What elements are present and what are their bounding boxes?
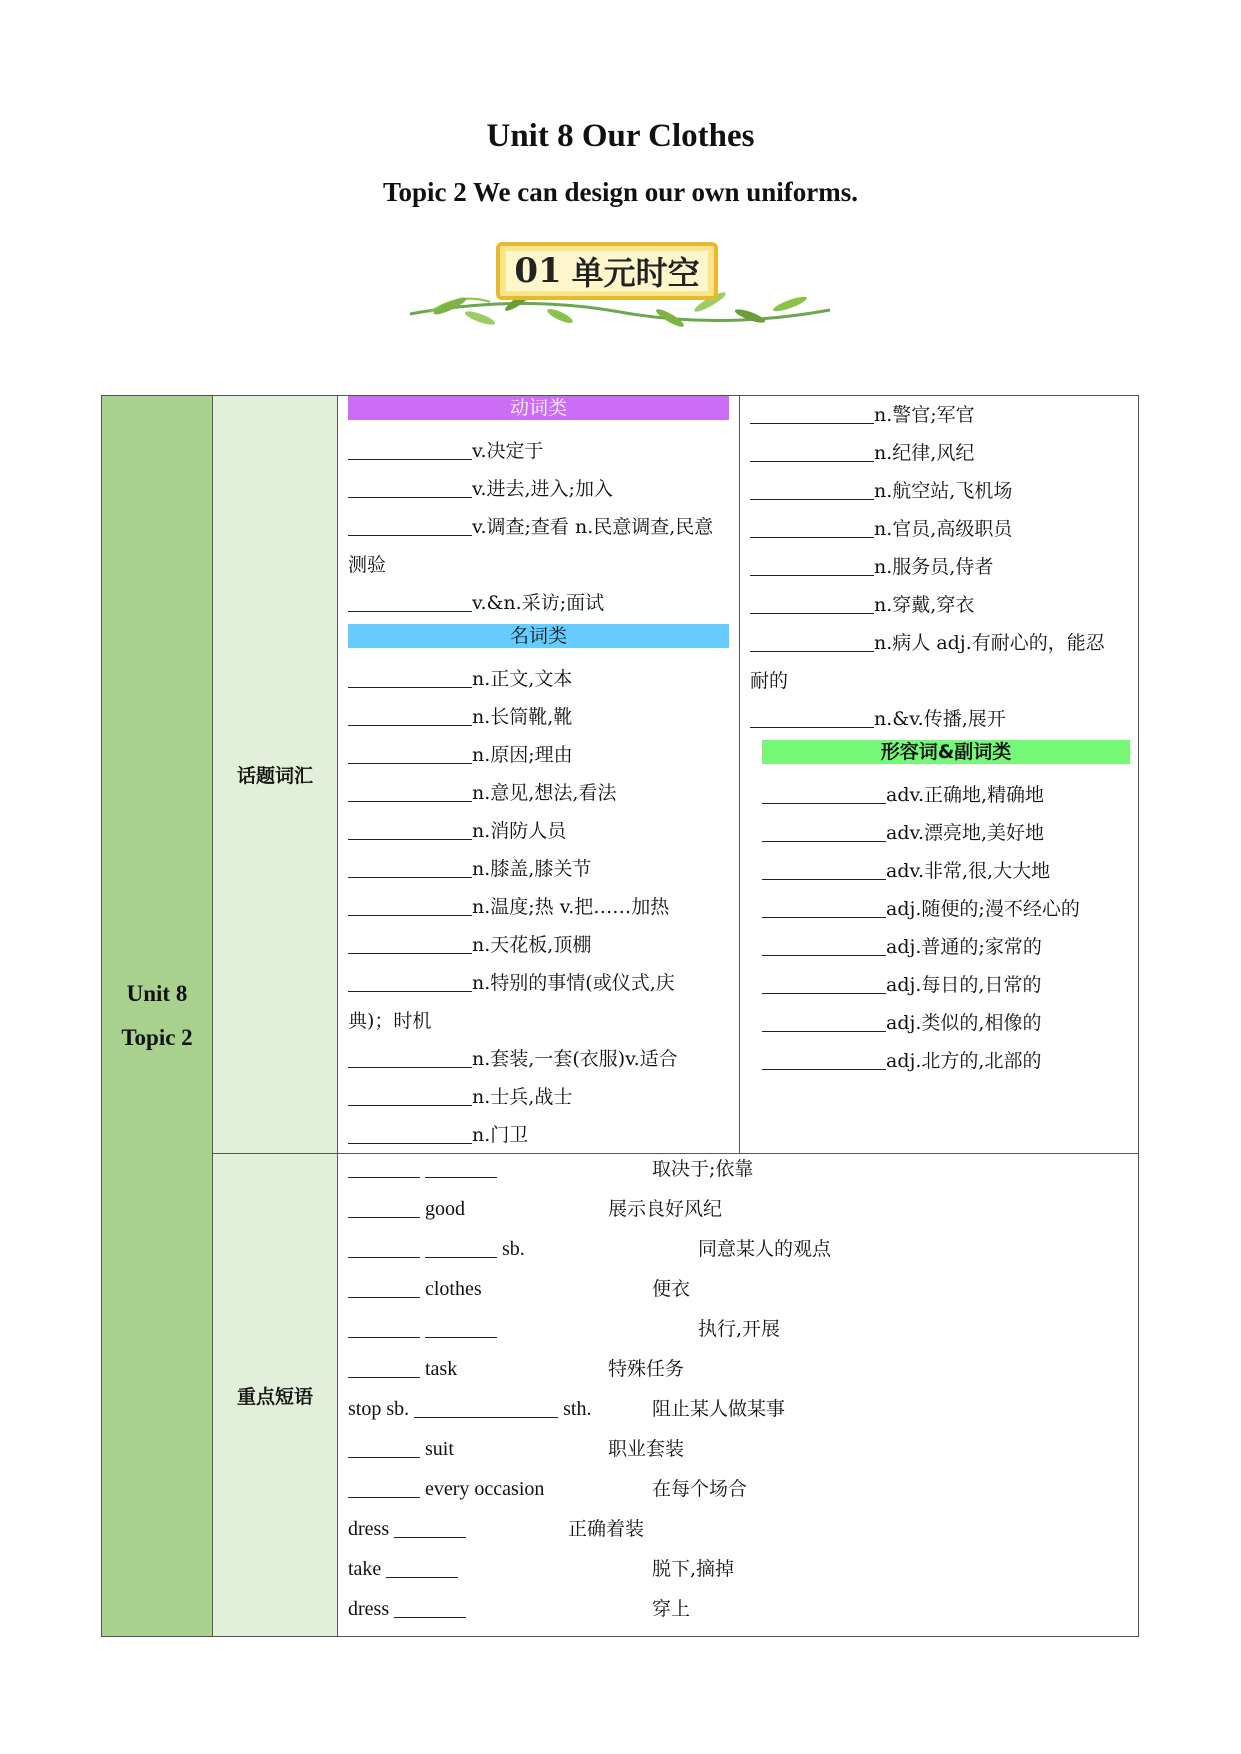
noun-item: n.长筒靴,靴 [348,698,729,736]
vocab-category-label: 话题词汇 [236,765,313,787]
noun-item: n.正文,文本 [348,660,729,698]
phrase-cell [338,1154,1139,1637]
noun-item: n.&v.传播,展开 [750,700,1130,738]
unit-label: Unit 8 [126,981,188,1006]
phrase-chinese: 展示良好风纪 [608,1198,723,1220]
answer-blank[interactable] [750,593,874,614]
answer-blank[interactable] [348,819,472,840]
answer-blank[interactable] [394,1517,466,1538]
noun-item: n.服务员,侍者 [750,548,1130,586]
answer-blank[interactable] [348,1477,420,1498]
answer-blank[interactable] [348,933,472,954]
answer-blank[interactable] [348,1237,420,1258]
noun-item-continued: 耐的 [750,670,789,692]
answer-blank[interactable] [750,441,874,462]
phrase-english: task [348,1354,457,1384]
noun-item: n.消防人员 [348,812,729,850]
phrase-chinese: 便衣 [652,1278,691,1300]
phrase-list [348,1154,1128,1634]
answer-blank[interactable] [750,555,874,576]
phrase-row [348,1434,1128,1474]
answer-blank[interactable] [348,1437,420,1458]
vocab-cell [338,396,1139,1154]
answer-blank[interactable] [348,1157,420,1178]
phrase-chinese: 取决于;依靠 [652,1158,754,1180]
answer-blank[interactable] [762,1049,886,1070]
noun-item: n.天花板,顶棚 [348,926,729,964]
adj-adv-header: 形容词&副词类 [762,740,1130,764]
noun-item: n.特别的事情(或仪式,庆 [348,964,729,1002]
answer-blank[interactable] [348,1123,472,1144]
answer-blank[interactable] [750,631,874,652]
answer-blank[interactable] [386,1557,458,1578]
banner-number: 01 [514,251,562,291]
noun-item: n.纪律,风纪 [750,434,1130,472]
answer-blank[interactable] [762,783,886,804]
phrase-row [348,1314,1128,1354]
answer-blank[interactable] [348,1085,472,1106]
phrase-chinese: 执行,开展 [698,1318,781,1340]
answer-blank[interactable] [348,477,472,498]
noun-item: n.航空站,飞机场 [750,472,1130,510]
verb-item: v.决定于 [348,432,729,470]
phrase-row [348,1274,1128,1314]
answer-blank[interactable] [348,895,472,916]
answer-blank[interactable] [750,517,874,538]
phrase-row [348,1554,1128,1594]
phrase-chinese: 同意某人的观点 [698,1238,832,1260]
answer-blank[interactable] [762,897,886,918]
adj-item: adj.类似的,相像的 [750,1004,1130,1042]
answer-blank[interactable] [348,1357,420,1378]
phrase-english: sb. [348,1234,525,1264]
phrase-row [348,1194,1128,1234]
phrase-chinese: 在每个场合 [652,1478,748,1500]
answer-blank[interactable] [348,705,472,726]
phrase-chinese: 脱下,摘掉 [652,1558,735,1580]
answer-blank[interactable] [425,1157,497,1178]
answer-blank[interactable] [762,859,886,880]
answer-blank[interactable] [762,821,886,842]
answer-blank[interactable] [762,935,886,956]
phrase-row [348,1474,1128,1514]
adj-item: adj.每日的,日常的 [750,966,1130,1004]
verb-header: 动词类 [348,396,729,420]
phrase-chinese: 特殊任务 [608,1358,685,1380]
verb-item: v.进去,进入;加入 [348,470,729,508]
vocab-right-column [740,396,1140,1153]
phrase-english: dress [348,1594,466,1624]
answer-blank[interactable] [348,1277,420,1298]
answer-blank[interactable] [348,743,472,764]
vocab-left-column [338,396,740,1153]
answer-blank[interactable] [348,439,472,460]
banner-badge [496,242,718,300]
phrase-chinese: 穿上 [652,1598,691,1620]
answer-blank[interactable] [425,1237,497,1258]
answer-blank[interactable] [762,1011,886,1032]
vocab-category-cell [213,396,338,1154]
answer-blank[interactable] [348,591,472,612]
phrase-english: stop sb. sth. [348,1398,592,1420]
noun-item: n.意见,想法,看法 [348,774,729,812]
vocab-table [101,395,1139,1637]
phrase-row [348,1154,1128,1194]
answer-blank[interactable] [750,403,874,424]
answer-blank[interactable] [750,707,874,728]
adj-item: adj.北方的,北部的 [750,1042,1130,1080]
phrase-row [348,1594,1128,1634]
adj-item: adj.普通的;家常的 [750,928,1130,966]
answer-blank[interactable] [750,479,874,500]
phrase-english [348,1154,497,1184]
phrase-row [348,1514,1128,1554]
noun-item: n.警官;军官 [750,396,1130,434]
phrase-row [348,1394,1128,1434]
answer-blank[interactable] [414,1397,486,1418]
noun-item: n.套装,一套(衣服)v.适合 [348,1040,729,1078]
phrase-chinese: 职业套装 [608,1438,685,1460]
page-subtitle: Topic 2 We can design our own uniforms. [382,177,859,207]
phrase-row [348,1354,1128,1394]
adj-item: adv.漂亮地,美好地 [750,814,1130,852]
verb-item: v.调查;查看 n.民意调查,民意 [348,508,729,546]
answer-blank[interactable] [348,667,472,688]
topic-label: Topic 2 [121,1025,193,1050]
phrase-english: good [348,1194,470,1224]
noun-item: n.病人 adj.有耐心的，能忍 [750,624,1130,662]
phrase-category-label: 重点短语 [236,1385,313,1408]
page-title: Unit 8 Our Clothes [486,118,755,154]
answer-blank[interactable] [348,781,472,802]
noun-item: n.原因;理由 [348,736,729,774]
phrase-row [348,1234,1128,1274]
unit-cell [102,396,213,1637]
noun-item: n.穿戴,穿衣 [750,586,1130,624]
phrase-chinese: 阻止某人做某事 [652,1398,786,1420]
adj-item: adv.非常,很,大大地 [750,852,1130,890]
noun-item: n.士兵,战士 [348,1078,729,1116]
adj-item: adv.正确地,精确地 [750,776,1130,814]
noun-header: 名词类 [348,624,729,648]
verb-item-continued: 测验 [348,554,387,576]
answer-blank[interactable] [486,1397,558,1418]
answer-blank[interactable] [348,971,472,992]
phrase-english: take [348,1554,458,1584]
answer-blank[interactable] [394,1597,466,1618]
noun-item: n.官员,高级职员 [750,510,1130,548]
phrase-english: clothes [348,1274,482,1304]
answer-blank[interactable] [348,515,472,536]
answer-blank[interactable] [348,1317,420,1338]
answer-blank[interactable] [348,857,472,878]
answer-blank[interactable] [348,1047,472,1068]
noun-item: n.膝盖,膝关节 [348,850,729,888]
section-banner [400,232,840,332]
verb-item: v.&n.采访;面试 [348,584,729,622]
phrase-chinese: 正确着装 [568,1518,645,1540]
answer-blank[interactable] [425,1317,497,1338]
noun-item-continued: 典)；时机 [348,1010,432,1032]
answer-blank[interactable] [348,1197,420,1218]
adj-item: adj.随便的;漫不经心的 [750,890,1130,928]
banner-text: 单元时空 [571,254,700,292]
noun-item: n.温度;热 v.把……加热 [348,888,729,926]
answer-blank[interactable] [762,973,886,994]
phrase-english: dress [348,1514,466,1544]
phrase-english: suit [348,1434,454,1464]
noun-item: n.门卫 [348,1116,729,1154]
phrase-category-cell [213,1154,338,1637]
phrase-english [348,1314,497,1344]
phrase-english: every occasion [348,1474,544,1504]
